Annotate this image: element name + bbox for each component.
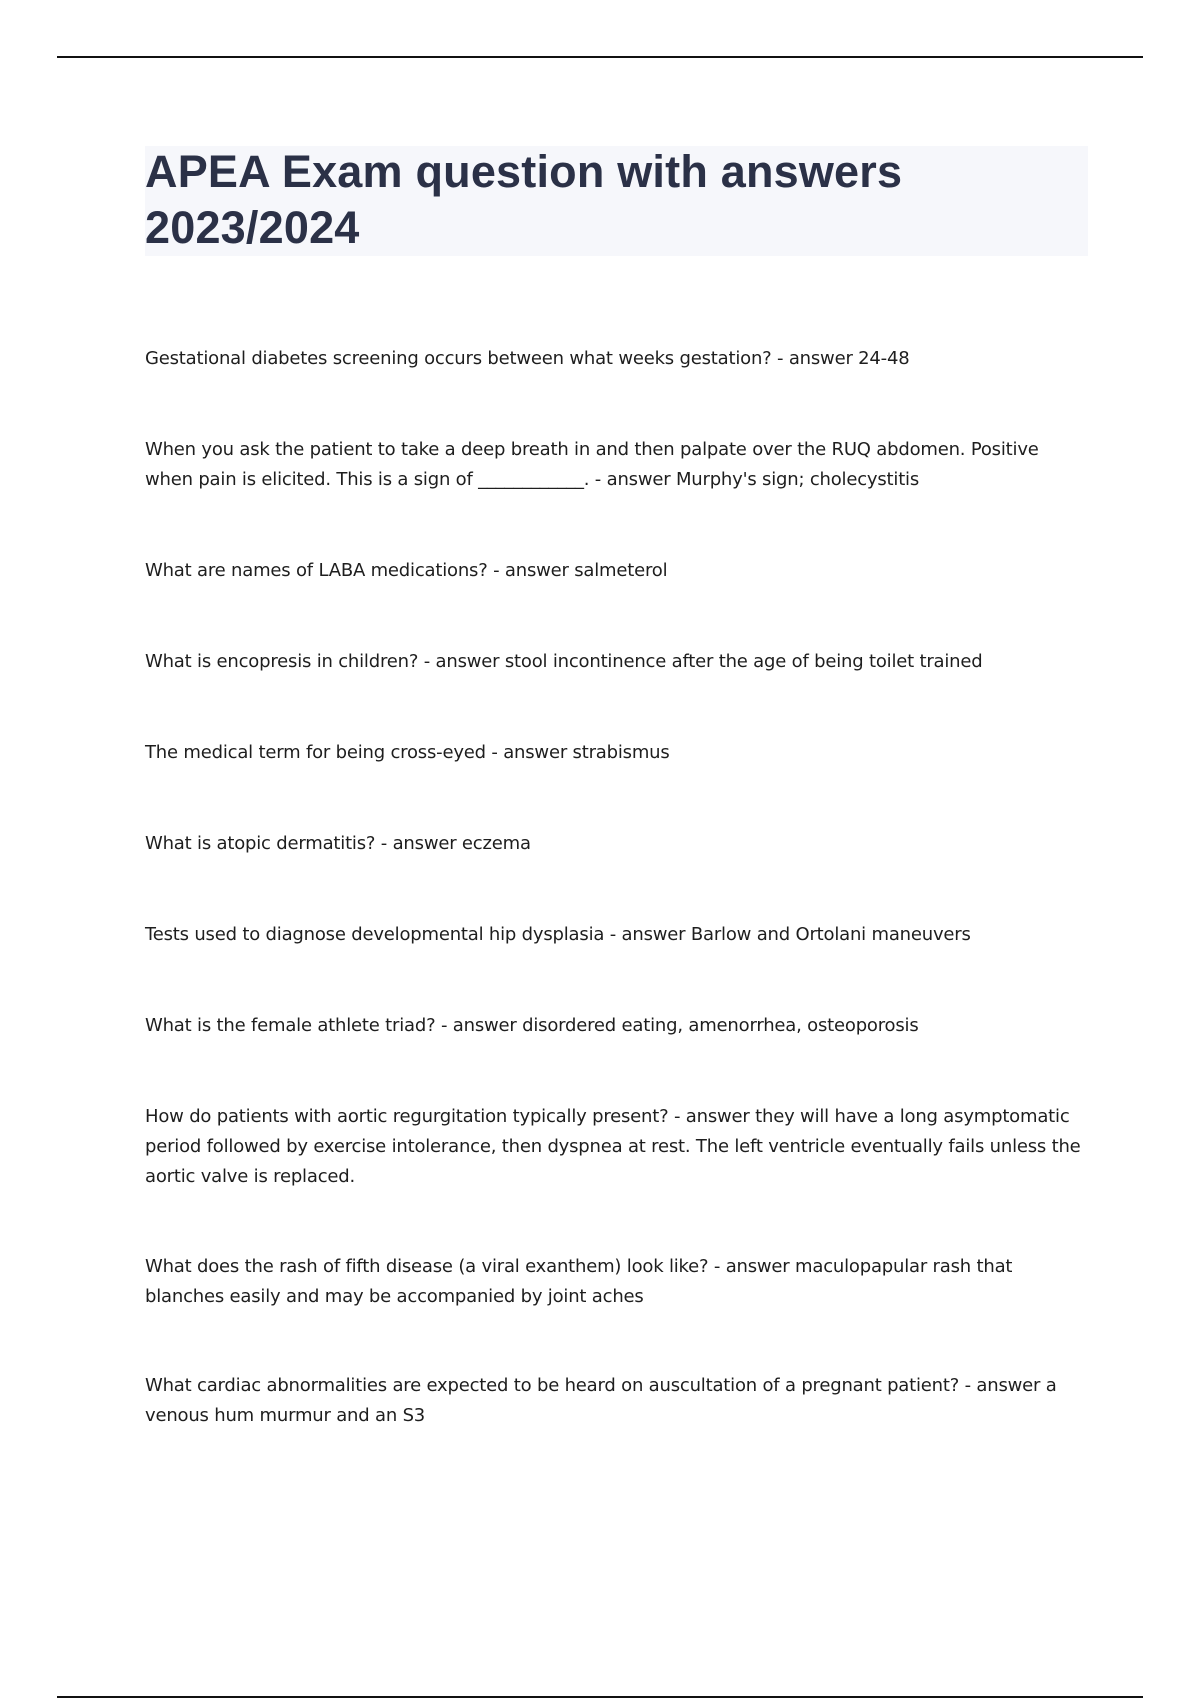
qa-item-2: When you ask the patient to take a deep breath in and then palpate over the RUQ abdomen. Positive when pain is elicited. This is a sign of ____________. - answer Murphy's sign; cholecystitis: [145, 439, 1039, 490]
qa-item-7: Tests used to diagnose developmental hip dysplasia - answer Barlow and Ortolani maneuvers: [145, 924, 971, 945]
title-block: [145, 146, 1088, 256]
qa-item-1: Gestational diabetes screening occurs between what weeks gestation? - answer 24-48: [145, 348, 910, 369]
bottom-rule: [57, 1696, 1143, 1698]
qa-item-10: What does the rash of fifth disease (a viral exanthem) look like? - answer maculopapular rash that blanches easily and may be accompanied by joint aches: [145, 1256, 1013, 1307]
top-rule: [57, 56, 1143, 58]
qa-item-3: What are names of LABA medications? - answer salmeterol: [145, 560, 668, 581]
qa-item-6: What is atopic dermatitis? - answer eczema: [145, 833, 531, 854]
qa-item-5: The medical term for being cross-eyed - answer strabismus: [145, 742, 670, 763]
qa-item-8: What is the female athlete triad? - answer disordered eating, amenorrhea, osteoporosis: [145, 1015, 919, 1036]
qa-item-11: What cardiac abnormalities are expected to be heard on auscultation of a pregnant patient? - answer a venous hum murmur and an S3: [145, 1375, 1057, 1426]
qa-item-4: What is encopresis in children? - answer stool incontinence after the age of being toilet trained: [145, 651, 983, 672]
document-title: APEA Exam question with answers 2023/2024: [145, 146, 903, 253]
qa-item-9: How do patients with aortic regurgitation typically present? - answer they will have a long asymptomatic period followed by exercise intolerance, then dyspnea at rest. The left ventricle eventually fails unless the aortic valve is replaced.: [145, 1106, 1081, 1187]
